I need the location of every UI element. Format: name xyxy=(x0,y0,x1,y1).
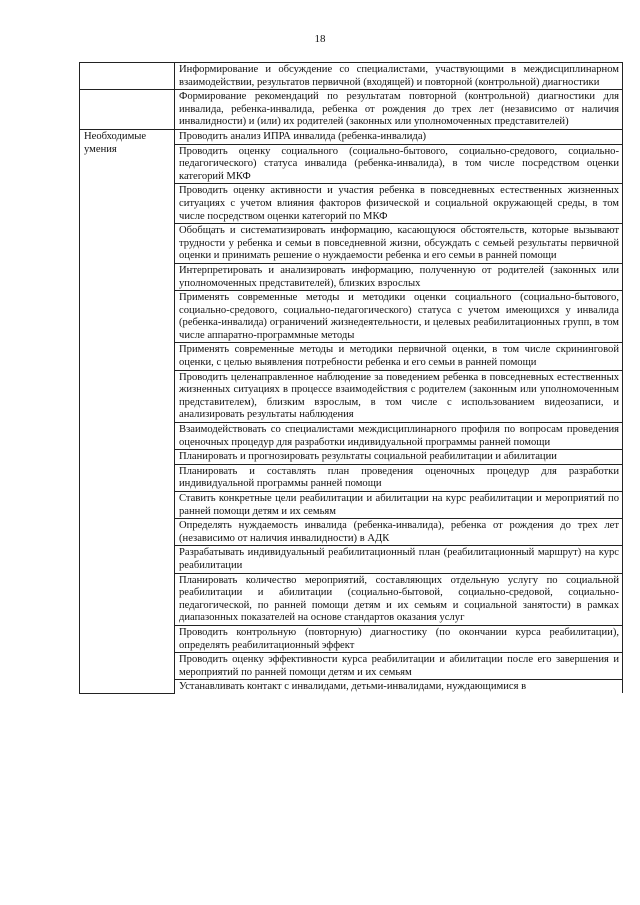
professional-standard-table xyxy=(79,62,623,694)
table-cell: Проводить оценку эффективности курса реабилитации и абилитации после его завершения и мероприятий по ранней помощи детям и их семьям xyxy=(175,653,623,680)
table-cell: Разрабатывать индивидуальный реабилитационный план (реабилитационный маршрут) на курс реабилитации xyxy=(175,546,623,573)
table-row xyxy=(80,63,623,90)
table-cell: Планировать и прогнозировать результаты социальной реабилитации и абилитации xyxy=(175,450,623,465)
table-row xyxy=(80,129,623,144)
section-label-skills: Необходимые умения xyxy=(80,129,175,693)
table-cell: Планировать и составлять план проведения оценочных процедур для разработки индивидуальной программы ранней помощи xyxy=(175,464,623,491)
table-cell: Взаимодействовать со специалистами междисциплинарного профиля по вопросам проведения оценочных процедур для разработки индивидуальной программы ранней помощи xyxy=(175,423,623,450)
table-cell: Планировать количество мероприятий, составляющих отдельную услугу по социальной реабилитации и абилитации (социально-бытовой, социально-средовой, социально-педагогической, по ранней помощи детям и их семьям и социальной занятости) в рамках диапазонных показателей на основе стандартов оказания услуг xyxy=(175,573,623,625)
label-cell-empty xyxy=(80,63,175,90)
table-cell: Формирование рекомендаций по результатам повторной (контрольной) диагностики для инвалида, ребенка-инвалида, ребенка от рождения до трех лет (независимо от наличия инвалидности) и (или) их родителей (законных или уполномоченных представителей) xyxy=(175,90,623,130)
table-cell: Проводить целенаправленное наблюдение за поведением ребенка в повседневных естественных жизненных ситуациях в процессе взаимодействия с родителем (законным или уполномоченным представителем), близким взрослым, в том числе с использованием видеозаписи, и анализировать результаты наблюдения xyxy=(175,370,623,422)
table-cell: Применять современные методы и методики оценки социального (социально-бытового, социально-средового, социально-педагогического) статуса с учетом имеющихся у инвалида (ребенка-инвалида) ограничений жизнедеятельности, и целевых реабилитационных групп, в том числе аппаратно-программные методы xyxy=(175,291,623,343)
table-cell: Проводить анализ ИПРА инвалида (ребенка-инвалида) xyxy=(175,129,623,144)
table-row xyxy=(80,90,623,130)
label-cell-empty xyxy=(80,90,175,130)
table-cell: Проводить оценку активности и участия ребенка в повседневных естественных жизненных ситуациях с учетом влияния факторов физической и социальной окружающей среды, в том числе посредством оценки категорий по МКФ xyxy=(175,184,623,224)
page-number: 18 xyxy=(314,33,326,45)
table-cell: Обобщать и систематизировать информацию, касающуюся обстоятельств, которые вызывают трудности у ребенка и семьи в повседневной жизни, обсуждать с семьей результаты первичной оценки и принимать решение о нуждаемости ребенка и его семьи в ранней помощи xyxy=(175,224,623,264)
table-cell: Проводить оценку социального (социально-бытового, социально-средового, социально-педагогического) статуса инвалида (ребенка-инвалида), в том числе посредством оценки категорий МКФ xyxy=(175,144,623,184)
table-cell-text: Устанавливать контакт с инвалидами, детьми-инвалидами, нуждающимися в xyxy=(179,681,527,693)
table-cell-continued xyxy=(175,680,623,694)
table-cell: Проводить контрольную (повторную) диагностику (по окончании курса реабилитации), определять реабилитационный эффект xyxy=(175,625,623,652)
table-cell: Применять современные методы и методики первичной оценки, в том числе скрининговой оценки, с целью выявления потребности ребенка и его семьи в ранней помощи xyxy=(175,343,623,370)
table-cell: Информирование и обсуждение со специалистами, участвующими в междисциплинарном взаимодействии, результатов первичной (входящей) и повторной (контрольной) диагностики xyxy=(175,63,623,90)
table-cell: Ставить конкретные цели реабилитации и абилитации на курс реабилитации и мероприятий по ранней помощи детям и их семьям xyxy=(175,492,623,519)
table-cell: Определять нуждаемость инвалида (ребенка-инвалида), ребенка от рождения до трех лет (независимо от наличия инвалидности) в АДК xyxy=(175,519,623,546)
table-cell: Интерпретировать и анализировать информацию, полученную от родителей (законных или уполномоченных представителей), близких взрослых xyxy=(175,263,623,290)
